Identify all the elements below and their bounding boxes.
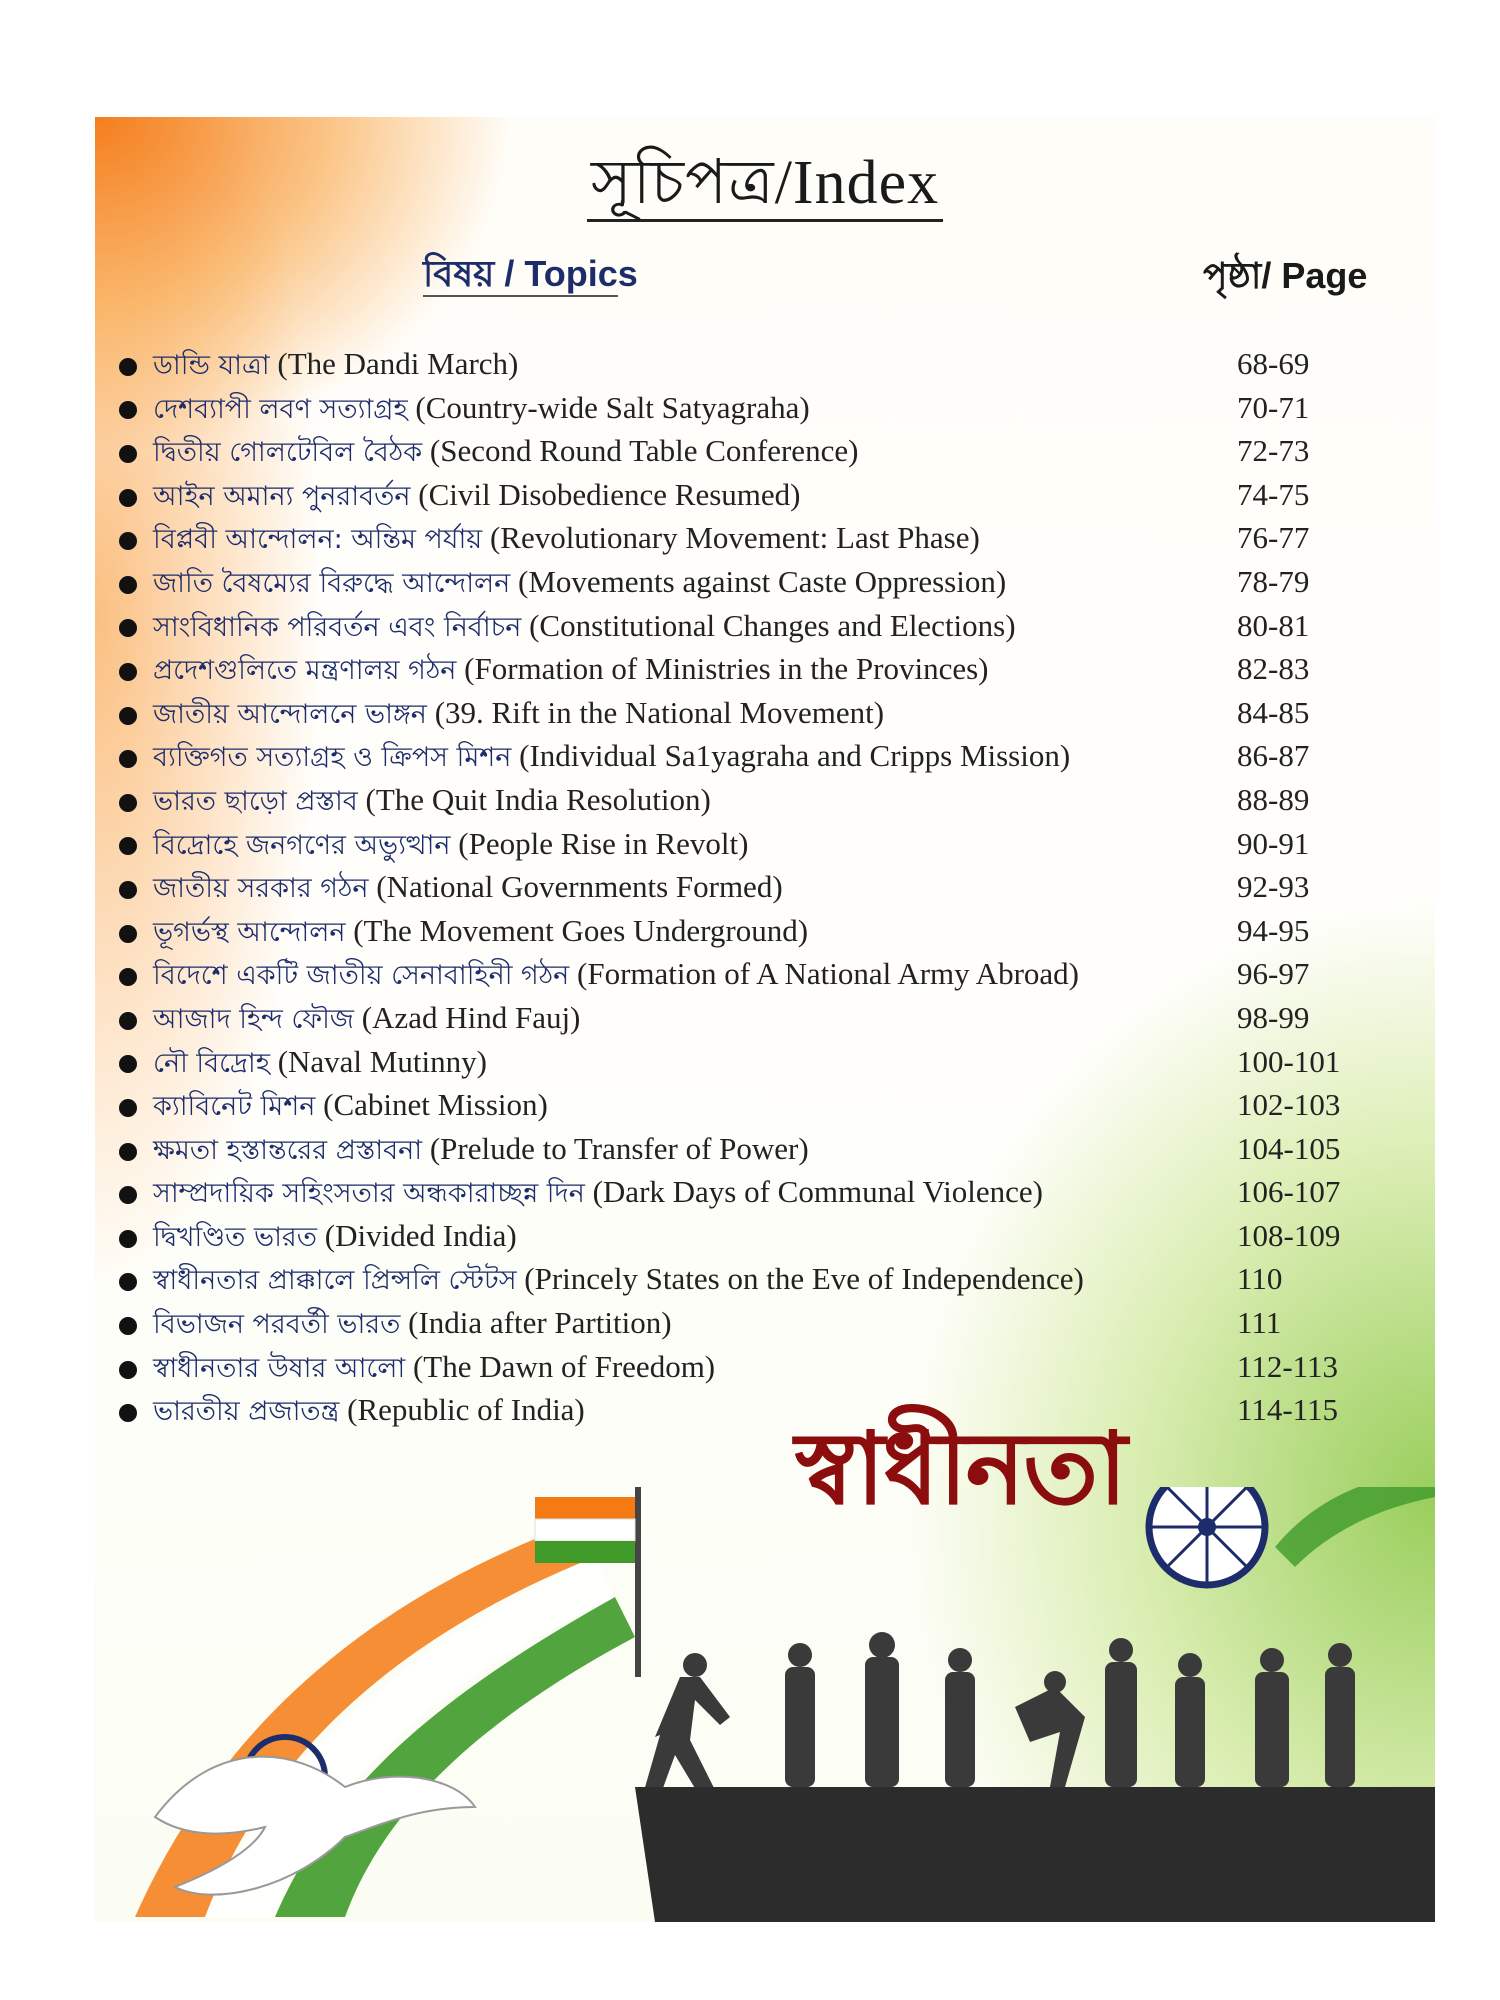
- toc-entry-english: (Divided India): [324, 1217, 517, 1253]
- page-column-header: পৃষ্ঠা/ Page: [1203, 255, 1368, 296]
- bullet-icon: [119, 837, 137, 855]
- toc-entry-english: (National Governments Formed): [376, 869, 783, 905]
- bullet-icon: [119, 1230, 137, 1248]
- toc-entry: [115, 560, 1405, 604]
- toc-entry-page: 111: [1237, 1305, 1282, 1341]
- bullet-icon: [119, 968, 137, 986]
- toc-entry-bengali: দেশব্যাপী লবণ সত্যাগ্রহ: [153, 393, 408, 425]
- toc-entry-english: (The Quit India Resolution): [365, 781, 711, 817]
- toc-entry: [115, 604, 1405, 648]
- toc-entry-english: (Movements against Caste Oppression): [518, 563, 1007, 599]
- toc-entry-english: (39. Rift in the National Movement): [434, 694, 885, 730]
- bullet-icon: [119, 576, 137, 594]
- bullet-icon: [119, 445, 137, 463]
- toc-entry: [115, 1170, 1405, 1214]
- toc-entry-english: (Country-wide Salt Satyagraha): [415, 389, 810, 425]
- toc-entry-english: (India after Partition): [408, 1305, 672, 1341]
- toc-entry: [115, 473, 1405, 517]
- toc-entry: [115, 952, 1405, 996]
- bullet-icon: [119, 1143, 137, 1161]
- toc-entry-page: 100-101: [1237, 1043, 1341, 1079]
- bullet-icon: [119, 663, 137, 681]
- topics-header-underline: [423, 295, 618, 297]
- toc-entry-page: 84-85: [1237, 694, 1310, 730]
- toc-entry-bengali: জাতীয় সরকার গঠন: [153, 873, 369, 905]
- bullet-icon: [119, 358, 137, 376]
- toc-entry-english: (Prelude to Transfer of Power): [429, 1130, 809, 1166]
- toc-entry-bengali: দ্বিখণ্ডিত ভারত: [153, 1221, 318, 1253]
- toc-entry-english: (The Movement Goes Underground): [353, 912, 809, 948]
- bullet-icon: [119, 619, 137, 637]
- toc-entry-english: (Dark Days of Communal Violence): [592, 1174, 1043, 1210]
- toc-entry-english: (Formation of Ministries in the Provinces): [464, 651, 989, 687]
- toc-entry-bengali: বিদ্রোহে জনগণের অভ্যুত্থান: [153, 829, 451, 861]
- toc-entry-page: 76-77: [1237, 520, 1310, 556]
- toc-entry-english: (Individual Sa1yagraha and Cripps Mission): [519, 738, 1071, 774]
- toc-entry-page: 96-97: [1237, 956, 1310, 992]
- toc-entry-english: (Republic of India): [347, 1392, 585, 1428]
- bullet-icon: [119, 707, 137, 725]
- toc-entry-page: 80-81: [1237, 607, 1310, 643]
- toc-entry: [115, 909, 1405, 953]
- toc-entry-bengali: বিভাজন পরবর্তী ভারত: [153, 1309, 401, 1341]
- toc-entry-page: 72-73: [1237, 433, 1310, 469]
- topics-column-header: বিষয় / Topics: [423, 253, 638, 294]
- bullet-icon: [119, 794, 137, 812]
- bullet-icon: [119, 1055, 137, 1073]
- bullet-icon: [119, 750, 137, 768]
- toc-entry-page: 98-99: [1237, 999, 1310, 1035]
- toc-entry-page: 94-95: [1237, 912, 1310, 948]
- toc-entry: [115, 386, 1405, 430]
- toc-entry-bengali: নৌ বিদ্রোহ: [153, 1047, 270, 1079]
- toc-entry-bengali: সাম্প্রদায়িক সহিংসতার অন্ধকারাচ্ছন্ন দিন: [153, 1178, 585, 1210]
- toc-entry: [115, 429, 1405, 473]
- toc-entry-page: 78-79: [1237, 563, 1310, 599]
- bullet-icon: [119, 881, 137, 899]
- toc-entry-page: 82-83: [1237, 651, 1310, 687]
- bullet-icon: [119, 1404, 137, 1422]
- toc-entry-page: 104-105: [1237, 1130, 1341, 1166]
- bullet-icon: [119, 1273, 137, 1291]
- toc-entry-english: (Princely States on the Eve of Independence): [524, 1261, 1084, 1297]
- toc-entry-bengali: ভারতীয় প্রজাতন্ত্র: [153, 1396, 340, 1428]
- toc-entry-english: (Constitutional Changes and Elections): [529, 607, 1016, 643]
- index-page: [95, 117, 1435, 1922]
- bullet-icon: [119, 925, 137, 943]
- table-of-contents: [115, 342, 1405, 1432]
- toc-entry-bengali: জাতীয় আন্দোলনে ভাঙ্গন: [153, 698, 427, 730]
- toc-entry-bengali: আজাদ হিন্দ ফৌজ: [153, 1003, 354, 1035]
- toc-entry-bengali: সাংবিধানিক পরিবর্তন এবং নির্বাচন: [153, 611, 522, 643]
- toc-entry-page: 114-115: [1237, 1392, 1339, 1428]
- toc-entry: [115, 734, 1405, 778]
- bullet-icon: [119, 1361, 137, 1379]
- toc-entry-english: (Cabinet Mission): [323, 1087, 548, 1123]
- toc-entry-bengali: বিপ্লবী আন্দোলন: অন্তিম পর্যায়: [153, 524, 483, 556]
- toc-entry-page: 108-109: [1237, 1217, 1341, 1253]
- bullet-icon: [119, 489, 137, 507]
- toc-entry: [115, 691, 1405, 735]
- toc-entry-bengali: প্রদেশগুলিতে মন্ত্রণালয় গঠন: [153, 655, 457, 687]
- toc-entry-bengali: জাতি বৈষম্যের বিরুদ্ধে আন্দোলন: [153, 567, 511, 599]
- bullet-icon: [119, 1317, 137, 1335]
- artwork-illustration: [95, 1487, 1435, 1922]
- toc-entry-page: 90-91: [1237, 825, 1310, 861]
- toc-entry-page: 106-107: [1237, 1174, 1341, 1210]
- page-title-text: সূচিপত্র/Index: [587, 149, 943, 222]
- toc-entry-page: 74-75: [1237, 476, 1310, 512]
- toc-entry-bengali: ভূগর্ভস্থ আন্দোলন: [153, 916, 346, 948]
- toc-entry: [115, 778, 1405, 822]
- toc-entry-english: (Civil Disobedience Resumed): [418, 476, 801, 512]
- toc-entry: [115, 1301, 1405, 1345]
- toc-entry: [115, 1388, 1405, 1432]
- toc-entry: [115, 1257, 1405, 1301]
- toc-entry: [115, 822, 1405, 866]
- toc-entry-bengali: ব্যক্তিগত সত্যাগ্রহ ও ক্রিপস মিশন: [153, 742, 512, 774]
- toc-entry-bengali: ডান্ডি যাত্রা: [153, 350, 270, 381]
- bullet-icon: [119, 1012, 137, 1030]
- toc-entry-page: 70-71: [1237, 389, 1310, 425]
- toc-entry: [115, 1214, 1405, 1258]
- toc-entry-bengali: স্বাধীনতার প্রাক্কালে প্রিন্সলি স্টেটস: [153, 1265, 517, 1297]
- toc-entry-english: (The Dawn of Freedom): [412, 1348, 716, 1384]
- toc-entry-page: 68-69: [1237, 346, 1310, 381]
- toc-entry: [115, 996, 1405, 1040]
- toc-entry-bengali: ক্যাবিনেট মিশন: [153, 1091, 316, 1123]
- toc-entry-page: 92-93: [1237, 869, 1310, 905]
- toc-entry-bengali: দ্বিতীয় গোলটেবিল বৈঠক: [153, 437, 423, 469]
- toc-entry-bengali: আইন অমান্য পুনরাবর্তন: [153, 480, 411, 512]
- toc-entry-page: 110: [1237, 1261, 1283, 1297]
- page-title: [95, 135, 1435, 238]
- toc-entry: [115, 1127, 1405, 1171]
- toc-entry-page: 86-87: [1237, 738, 1310, 774]
- freedom-artwork: [95, 1487, 1435, 1922]
- toc-entry-english: (Naval Mutinny): [277, 1043, 487, 1079]
- toc-entry-bengali: ক্ষমতা হস্তান্তরের প্রস্তাবনা: [153, 1134, 423, 1166]
- bullet-icon: [119, 532, 137, 550]
- toc-entry: [115, 1345, 1405, 1389]
- bullet-icon: [119, 1186, 137, 1204]
- bullet-icon: [119, 401, 137, 419]
- toc-entry: [115, 516, 1405, 560]
- toc-entry-page: 88-89: [1237, 781, 1310, 817]
- toc-entry: [115, 647, 1405, 691]
- toc-entry-bengali: বিদেশে একটি জাতীয় সেনাবাহিনী গঠন: [153, 960, 570, 992]
- toc-entry-english: (The Dandi March): [277, 346, 519, 381]
- toc-entry-english: (Second Round Table Conference): [429, 433, 859, 469]
- toc-entry-bengali: স্বাধীনতার উষার আলো: [153, 1352, 406, 1384]
- toc-entry-english: (Formation of A National Army Abroad): [577, 956, 1079, 992]
- swadhinata-calligraphy: স্বাধীনতা: [795, 1410, 1126, 1527]
- toc-entry: [115, 342, 1405, 386]
- toc-entry-english: (People Rise in Revolt): [458, 825, 749, 861]
- toc-entry: [115, 865, 1405, 909]
- toc-entry: [115, 1083, 1405, 1127]
- toc-entry: [115, 1040, 1405, 1084]
- toc-entry-bengali: ভারত ছাড়ো প্রস্তাব: [153, 785, 358, 817]
- toc-entry-page: 112-113: [1237, 1348, 1339, 1384]
- toc-entry-english: (Azad Hind Fauj): [361, 999, 581, 1035]
- toc-entry-page: 102-103: [1237, 1087, 1341, 1123]
- bullet-icon: [119, 1099, 137, 1117]
- toc-entry-english: (Revolutionary Movement: Last Phase): [489, 520, 980, 556]
